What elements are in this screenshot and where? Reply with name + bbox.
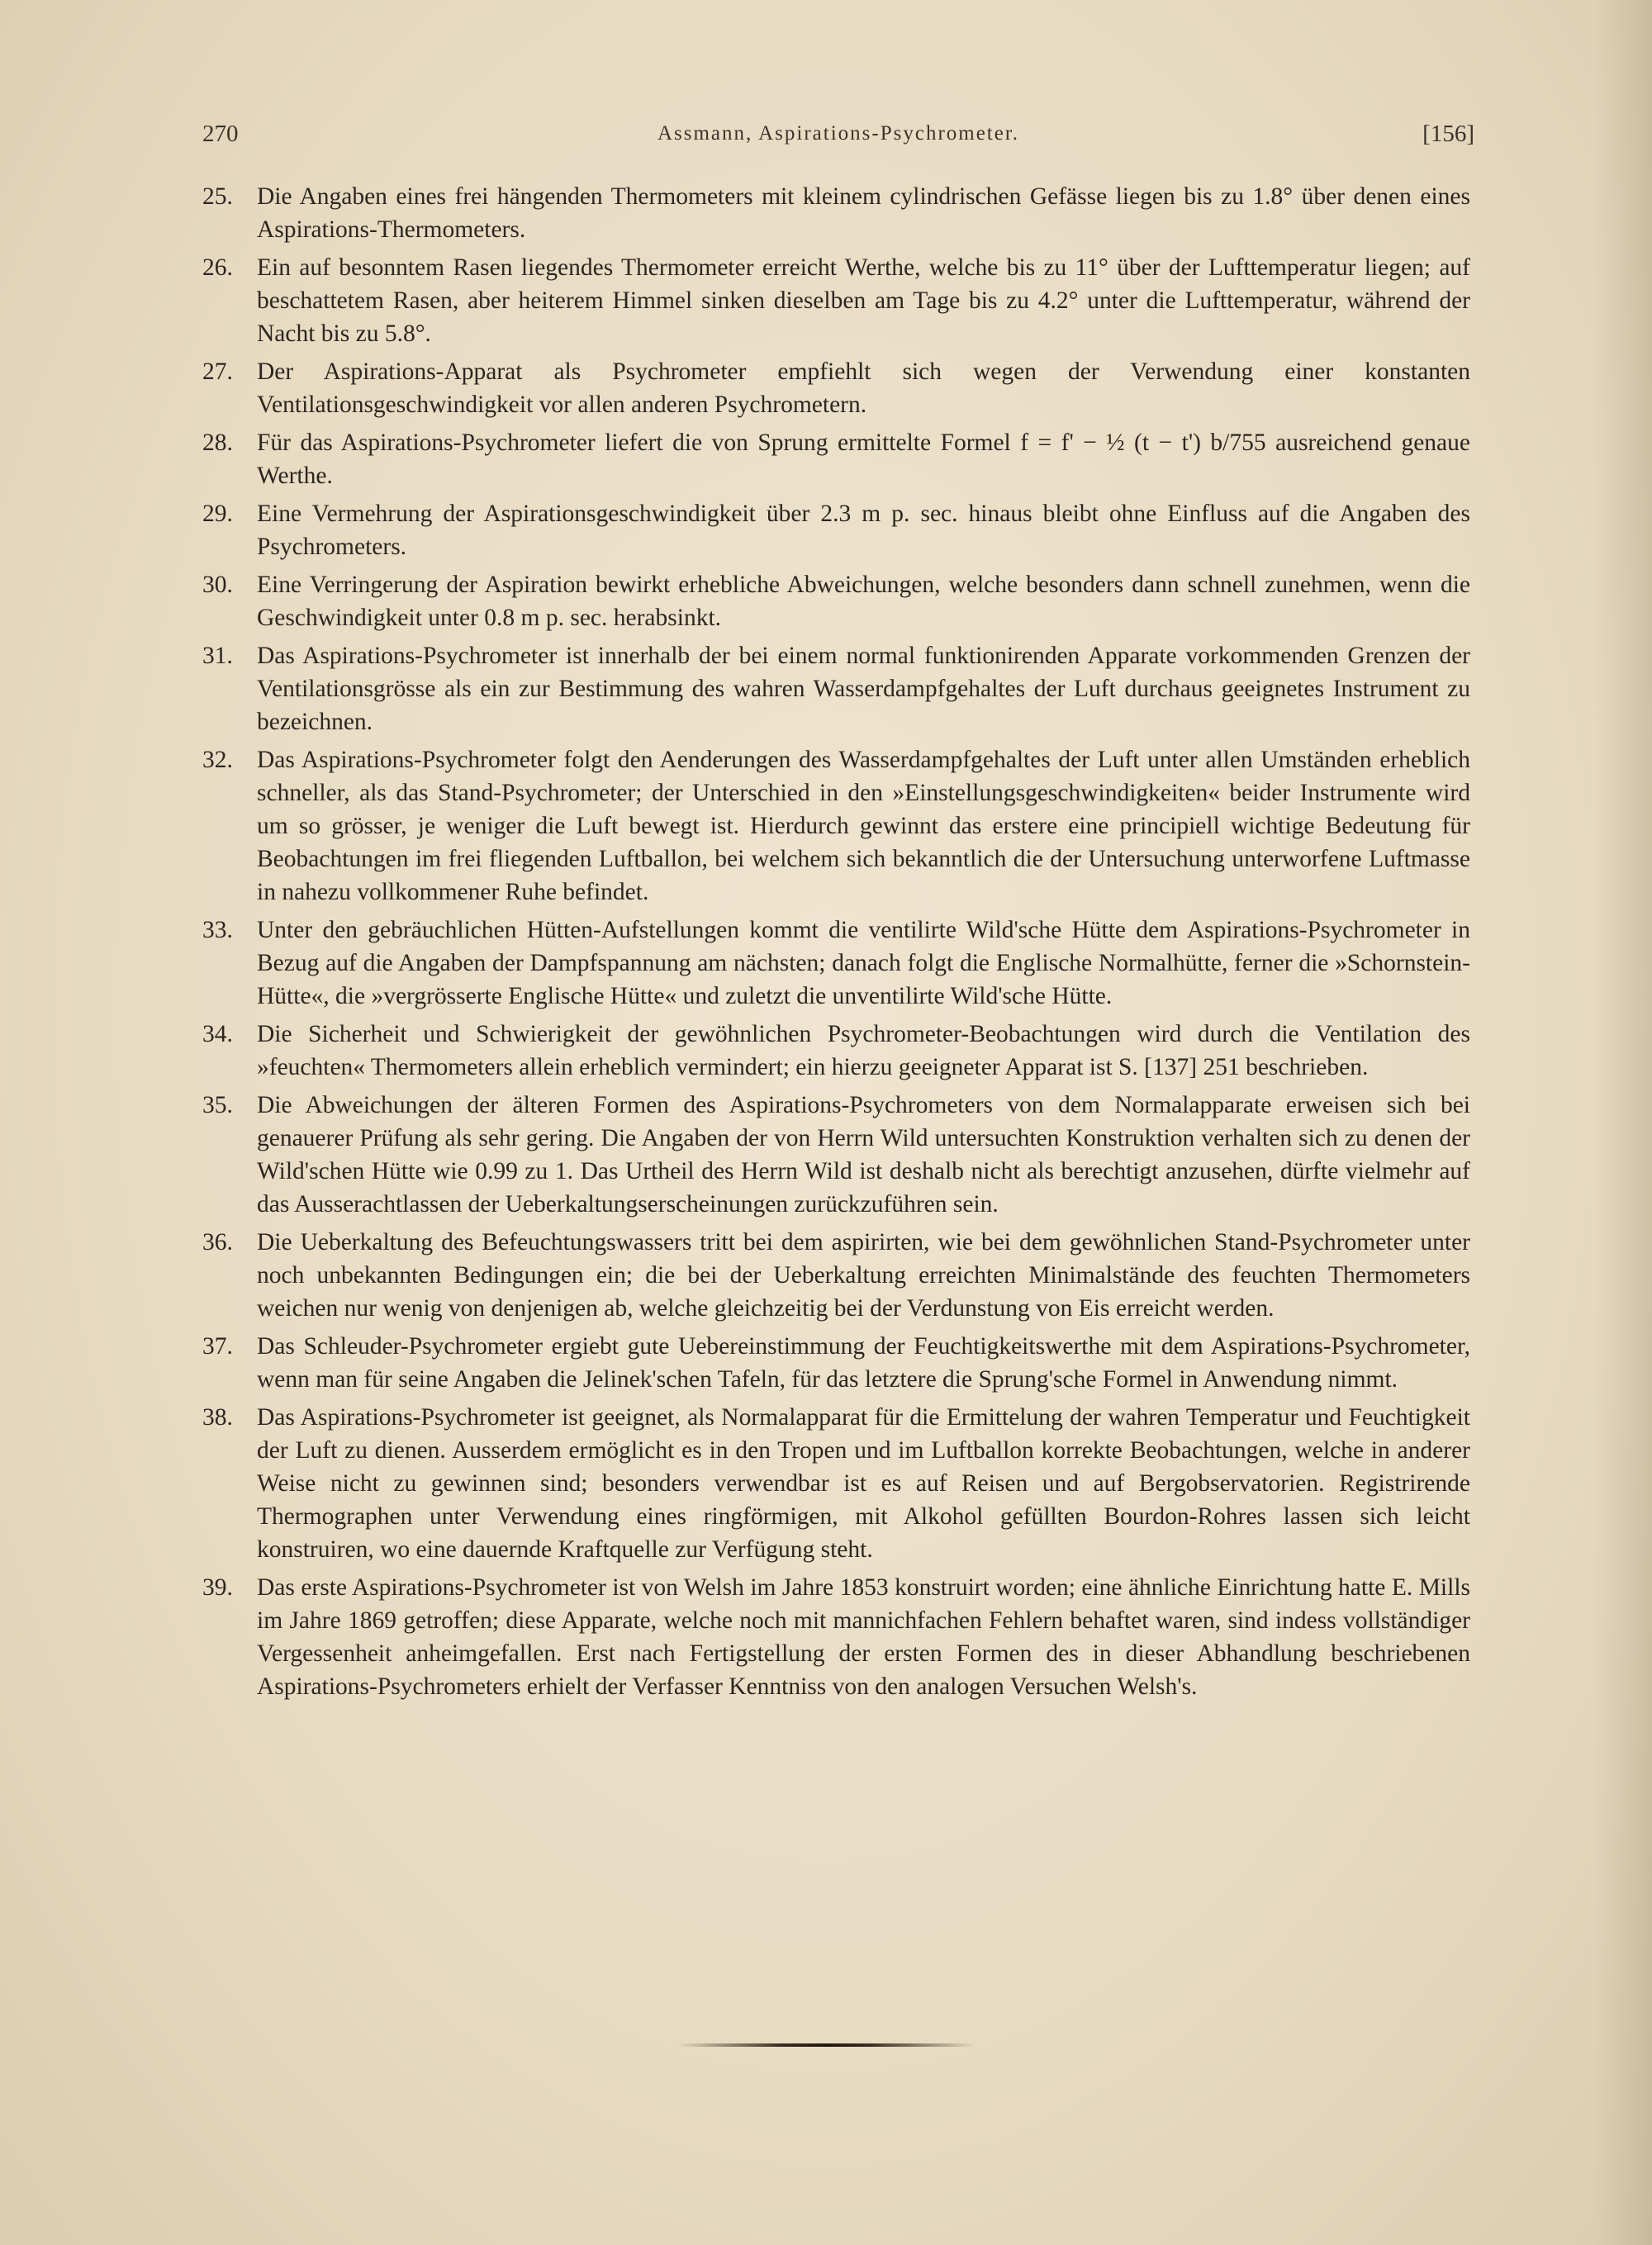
item-number: 37. — [202, 1333, 233, 1360]
item-number: 25. — [202, 183, 233, 210]
item-text: Die Sicherheit und Schwierigkeit der gewöhnlichen Psychrometer-Beobachtungen wird durch die Ventilation des »feuchten« Thermometers allein erheblich vermindert; ein hierzu geeigneter Apparat ist S. [137] 251 beschrieben. — [257, 1021, 1470, 1080]
list-item — [202, 497, 1470, 563]
item-text: Der Aspirations-Apparat als Psychrometer empfiehlt sich wegen der Verwendung einer konstanten Ventilationsgeschwindigkeit vor allen anderen Psychrometern. — [257, 358, 1470, 418]
list-item — [202, 914, 1470, 1013]
item-number: 27. — [202, 358, 233, 385]
spine-shadow — [1594, 0, 1652, 2245]
item-number: 33. — [202, 917, 233, 943]
list-item — [202, 743, 1470, 909]
list-item — [202, 426, 1470, 492]
item-number: 29. — [202, 501, 233, 527]
item-text: Das erste Aspirations-Psychrometer ist von Welsh im Jahre 1853 konstruirt worden; eine ähnliche Einrichtung hatte E. Mills im Jahre 1869 getroffen; diese Apparate, welche noch mit mannichfachen Fehlern behaftet waren, sind indess vollständiger Vergessenheit anheimgefallen. Erst nach Fertigstellung der ersten Formen des in dieser Abhandlung beschriebenen Aspirations-Psychrometers erhielt der Verfasser Kenntniss von den analogen Versuchen Welsh's. — [257, 1574, 1470, 1700]
item-text: Für das Aspirations-Psychrometer liefert die von Sprung ermittelte Formel f = f' − ½ (t − t') b/755 ausreichend genaue Werthe. — [257, 430, 1470, 489]
item-text: Das Aspirations-Psychrometer ist geeignet, als Normalapparat für die Ermittelung der wahren Temperatur und Feuchtigkeit der Luft zu dienen. Ausserdem ermöglicht es in den Tropen und im Luftballon korrekte Beobachtungen, welche in anderer Weise nicht zu gewinnen sind; besonders verwendbar ist es auf Reisen und auf Bergobservatorien. Registrirende Thermographen unter Verwendung eines ringförmigen, mit Alkohol gefüllten Bourdon-Rohres lassen sich leicht konstruiren, wo eine dauernde Kraftquelle zur Verfügung steht. — [257, 1404, 1470, 1563]
item-number: 36. — [202, 1229, 233, 1255]
list-item — [202, 1226, 1470, 1325]
list-item — [202, 639, 1470, 738]
item-number: 30. — [202, 572, 233, 598]
item-text: Das Schleuder-Psychrometer ergiebt gute Uebereinstimmung der Feuchtigkeitswerthe mit dem Aspirations-Psychrometer, wenn man für seine Angaben die Jelinek'schen Tafeln, für das letztere die Sprung'sche Formel in Anwendung nimmt. — [257, 1333, 1470, 1393]
item-number: 31. — [202, 643, 233, 669]
list-item — [202, 251, 1470, 350]
list-item — [202, 568, 1470, 634]
running-header — [202, 116, 1474, 152]
item-number: 28. — [202, 430, 233, 456]
list-item — [202, 355, 1470, 421]
list-item — [202, 1089, 1470, 1221]
item-text: Ein auf besonntem Rasen liegendes Thermometer erreicht Werthe, welche bis zu 11° über der Lufttemperatur liegen; auf beschattetem Rasen, aber heiterem Himmel sinken dieselben am Tage bis zu 4.2° unter die Lufttemperatur, während der Nacht bis zu 5.8°. — [257, 254, 1470, 347]
item-text: Die Angaben eines frei hängenden Thermometers mit kleinem cylindrischen Gefässe liegen bis zu 1.8° über denen eines Aspirations-Thermometers. — [257, 183, 1470, 243]
numbered-conclusions — [202, 180, 1470, 1708]
page-number: 270 — [202, 121, 239, 147]
running-title: Assmann, Aspirations-Psychrometer. — [657, 122, 1020, 145]
item-text: Die Abweichungen der älteren Formen des Aspirations-Psychrometers von dem Normalapparate erweisen sich bei genauerer Prüfung als sehr gering. Die Angaben der von Herrn Wild untersuchten Konstruktion verhalten sich zu denen der Wild'schen Hütte wie 0.99 zu 1. Das Urtheil des Herrn Wild ist deshalb nicht als berechtigt anzusehen, dürfte vielmehr auf das Ausserachtlassen der Ueberkaltungserscheinungen zurückzuführen sein. — [257, 1092, 1470, 1217]
item-number: 39. — [202, 1574, 233, 1601]
list-item — [202, 1330, 1470, 1396]
item-number: 35. — [202, 1092, 233, 1118]
closing-rule — [0, 2040, 1652, 2050]
item-text: Unter den gebräuchlichen Hütten-Aufstellungen kommt die ventilirte Wild'sche Hütte dem Aspirations-Psychrometer in Bezug auf die Angaben der Dampfspannung am nächsten; danach folgt die Englische Normalhütte, ferner die »Schornstein-Hütte«, die »vergrösserte Englische Hütte« und zuletzt die unventilirte Wild'sche Hütte. — [257, 917, 1470, 1009]
list-item — [202, 1401, 1470, 1566]
item-text: Das Aspirations-Psychrometer ist innerhalb der bei einem normal funktionirenden Apparate vorkommenden Grenzen der Ventilationsgrösse als ein zur Bestimmung des wahren Wasserdampfgehaltes der Luft durchaus geeignetes Instrument zu bezeichnen. — [257, 643, 1470, 735]
item-number: 32. — [202, 747, 233, 773]
item-text: Eine Verringerung der Aspiration bewirkt erhebliche Abweichungen, welche besonders dann schnell zunehmen, wenn die Geschwindigkeit unter 0.8 m p. sec. herabsinkt. — [257, 572, 1470, 631]
item-number: 38. — [202, 1404, 233, 1431]
item-text: Eine Vermehrung der Aspirationsgeschwindigkeit über 2.3 m p. sec. hinaus bleibt ohne Einfluss auf die Angaben des Psychrometers. — [257, 501, 1470, 560]
item-number: 26. — [202, 254, 233, 281]
list-item — [202, 180, 1470, 246]
item-text: Die Ueberkaltung des Befeuchtungswassers tritt bei dem aspirirten, wie bei dem gewöhnlichen Stand-Psychrometer unter noch unbekannten Bedingungen ein; die bei der Ueberkaltung erreichten Minimalstände des feuchten Thermometers weichen nur wenig von denjenigen ab, welche gleichzeitig bei der Verdunstung von Eis erreicht werden. — [257, 1229, 1470, 1322]
item-text: Das Aspirations-Psychrometer folgt den Aenderungen des Wasserdampfgehaltes der Luft unter allen Umständen erheblich schneller, als das Stand-Psychrometer; der Unterschied in den »Einstellungsgeschwindigkeiten« beider Instrumente wird um so grösser, je weniger die Luft bewegt ist. Hierdurch gewinnt das erstere eine principiell wichtige Bedeutung für Beobachtungen im frei fliegenden Luftballon, bei welchem sich bekanntlich die der Untersuchung unterworfene Luftmasse in nahezu vollkommener Ruhe befindet. — [257, 747, 1470, 905]
item-number: 34. — [202, 1021, 233, 1047]
list-item — [202, 1571, 1470, 1703]
original-page-ref: [156] — [1422, 121, 1474, 147]
list-item — [202, 1018, 1470, 1084]
ornamental-divider — [677, 2043, 975, 2047]
